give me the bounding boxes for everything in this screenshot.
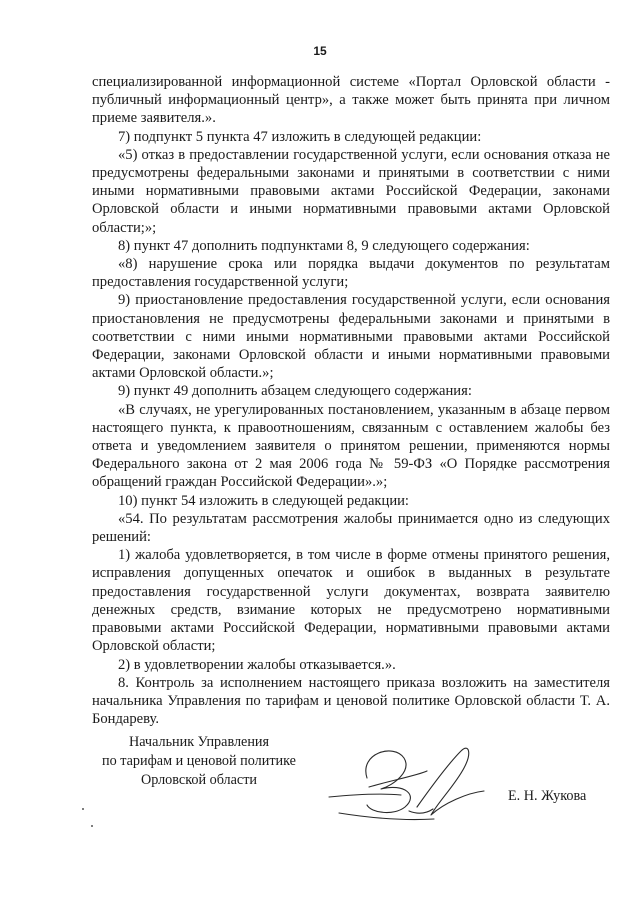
margin-mark xyxy=(91,825,93,827)
paragraph-quote-5: «5) отказ в предоставлении государственной услуги, если основания отказа не предусмотрены федеральными законами и принятыми в соответствии с ними иными нормативными правовыми актами Российской Федерации, законами Орловской области и иными нормативными правовыми актами Орловской области;»; xyxy=(92,146,610,236)
paragraph-quote-8: «8) нарушение срока или порядка выдачи документов по результатам предоставления государственной услуги; xyxy=(92,256,610,291)
paragraph-quote-9: 9) приостановление предоставления государственной услуги, если основания приостановления не предусмотрены федеральными законами и принятыми в соответствии с ними иными нормативными правовыми актами Российской Федерации, законами Орловской области и иными нормативными правовыми актами Орловской области.»; xyxy=(92,292,610,382)
document-body xyxy=(92,73,610,728)
signatory-name: Е. Н. Жукова xyxy=(508,788,587,804)
position-line-3: Орловской области xyxy=(140,772,258,788)
paragraph-item-7: 7) подпункт 5 пункта 47 изложить в следующей редакции: xyxy=(118,128,482,145)
paragraph-item-8: 8) пункт 47 дополнить подпунктами 8, 9 следующего содержания: xyxy=(118,237,530,254)
paragraph-continuation: специализированной информационной системе «Портал Орловской области - публичный информационный центр», а также может быть принята при личном приеме заявителя.». xyxy=(92,74,610,127)
position-line-2: по тарифам и ценовой политике xyxy=(102,753,296,769)
paragraph-control-clause: 8. Контроль за исполнением настоящего приказа возложить на заместителя начальника Управления по тарифам и ценовой политике Орловской области Т. А. Бондареву. xyxy=(92,674,610,728)
margin-mark xyxy=(82,808,84,810)
paragraph-quote-54: «54. По результатам рассмотрения жалобы принимается одно из следующих решений: xyxy=(92,510,610,546)
page-number: 15 xyxy=(313,44,327,58)
paragraph-decision-2: 2) в удовлетворении жалобы отказывается.». xyxy=(118,656,396,673)
signatory-position xyxy=(64,733,334,790)
signature-block xyxy=(64,733,604,833)
handwritten-signature xyxy=(309,723,509,828)
paragraph-decision-1: 1) жалоба удовлетворяется, в том числе в форме отмены принятого решения, исправления допущенных опечаток и ошибок в выданных в результате предоставления государственной услуги документах, возврата заявителю денежных средств, взимание которых не предусмотрено нормативными правовыми актами Российской Федерации, нормативными правовыми актами Орловской области; xyxy=(92,547,610,655)
paragraph-quote-49: «В случаях, не урегулированных постановлением, указанным в абзаце первом настоящего пункта, к правоотношениям, связанным с оставлением жалобы без ответа и уведомлением заявителя о принятом решении, применяются нормы Федерального закона от 2 мая 2006 года № 59-ФЗ «О Порядке рассмотрения обращений граждан Российской Федерации».»; xyxy=(92,401,610,491)
paragraph-item-9: 9) пункт 49 дополнить абзацем следующего содержания: xyxy=(118,383,472,400)
paragraph-item-10: 10) пункт 54 изложить в следующей редакции: xyxy=(118,492,409,509)
position-line-1: Начальник Управления xyxy=(128,734,270,750)
